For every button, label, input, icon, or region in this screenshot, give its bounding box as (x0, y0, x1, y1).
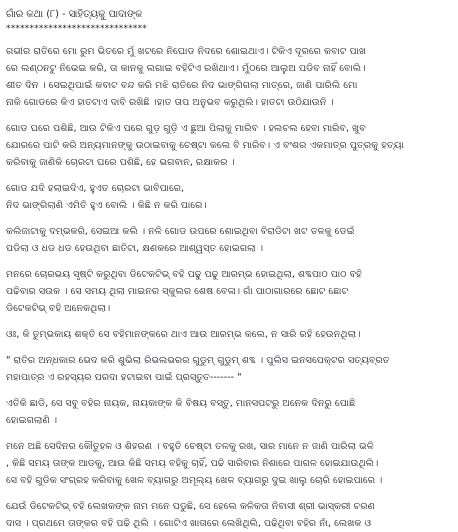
paragraph-10 (6, 498, 452, 532)
text-line: ମନରେ ଚୋରଭୟ ସୃଷ୍ଟି କରୁଥିବା ଡିଟେକଟିଭ୍ ବହି ପଢୁ ପଢୁ ଆରମ୍ଭ ହୋଇଥିଲା, ଶବ୍ଦପାଠ ପାଠ ବହି (6, 269, 362, 280)
paragraph-3 (6, 180, 452, 214)
text-line: ନିଦ ଭାଙ୍ଗିଲାଣି ଏମିତି ହୁଏ ବୋଲି । କିଛି ନ କରି ପାରେ। (6, 200, 207, 211)
paragraph-7-quote (6, 352, 452, 386)
text-line: ଡିଟେକଟିଭ୍ ବହି ଅନେକଥିଲା। (6, 303, 111, 314)
paragraph-8 (6, 395, 452, 429)
text-line: ଯେଉଁ ଡିଟେକଟିଭ୍ ବହି ଲେଖକଙ୍କ ନାମ ମନେ ପଡୁଛି, ସେ ହେଲେ କଳିକତା ନିବାସୀ ଶ୍ରୀ ଭାସ୍କରୀ ଚରଣ (6, 501, 375, 512)
paragraph-9 (6, 438, 452, 489)
text-line: କରିବାକୁ ଜାଣିକି ଚୋରଟା ଘରେ ପଶିଛି, ହେ ଭଗବାନ, ରକ୍ଷାକର । (6, 157, 235, 168)
post-title: ଗାଁର କଥା (୮) - ସାହିତ୍ୟକୁ ପାଦାଙ୍କ (6, 9, 143, 20)
text-line: ରେ ଲଣ୍ଠନଟୁ ନିଭେଇ କରି, ତା କାନକୁ ଲଗାଇ ବହିଟିଏ ରଖିଥାଏ। ମୁଁଠରେ ଆଲୁଅ ପଡିବ ନାହିଁ ବୋଲି। (6, 63, 366, 74)
text-line: ନାକି ଗୋଡରେ କିଏ ହାତଟାଏ ଦାବି ରଖିଛି ।ହାତ ତାପ ଅନୁଭବ କରୁଥିଲି। ହାତଟା ଉଠିଯାଉନି । (6, 97, 334, 108)
text-line: ଶୀତ ଦିନ । ସେଇଥିପାଇଁ କବାଟ ବନ୍ଦ କରି ମଝି ରାତିରେ ନିଦ ଭାଙ୍ଗିଗଲା ମାତ୍ରେ, ଜାଣି ପାରିଲି ମୋ (6, 80, 358, 91)
text-line: ଯୋରରେ ପାଟି କରି ଅନ୍ୟମାନଙ୍କୁ ଉଠାଇବାକୁ ଚେଷ୍ଟା କଲେ ବି ମାରିବ। ଏ ବଂଶର ଏକମାତ୍ର ପୁତ୍ରକୁ ହତ୍ୟା (6, 140, 404, 151)
text-line: " ରାତିର ଅନ୍ଧକାର ଭେଦ କରି ଶୁଭିଲା ରିଭଲଭରର ଗୁଡୁମ୍ ଗୁଡୁମ୍ ଶବ୍ଦ । ପୁଲିସ ଇନସପେକ୍ଟର ସତ୍ୟବ୍ରତ (6, 355, 390, 366)
paragraph-6 (6, 326, 452, 343)
post-body (6, 0, 452, 529)
text-line: କଲିଜାଟାକୁ ଦମ୍ଭକରି, ସେଇଆ କଲି । ନଳି ଗୋଡ ଉପରେ ଶୋଇଥିବା ବିରାଡିଟା ଖଟ ତଳକୁ ଡେଇଁ (6, 226, 355, 237)
title-separator: ****************************** (6, 24, 147, 34)
paragraph-1 (6, 43, 452, 111)
text-line: ମହାପାତ୍ର ଏ ରହସ୍ୟର ପରଦା ହଟାଇବା ପାଇଁ ପ୍ରସ୍ତୁତ------- " (6, 372, 242, 383)
text-line: ହୋଇଗଲାଣି । (6, 415, 58, 426)
text-line: ଓଃ, କି ତୁମ୍ଭକାୟ ଶକ୍ତି ସେ ବହିମାନଙ୍କରେ ଥାଏ ଆଉ ଆରମ୍ଭ କଲେ, ନ ସାରି ରହି ହେଉନଥିଲା। (6, 329, 361, 340)
paragraph-4 (6, 223, 452, 257)
text-line: ଏତିକି ଛାଡି, ସେ ସବୁ ବହିର ନାୟକ, ନାୟକାଙ୍କ କି ବିଷୟ ବସ୍ତୁ, ମାନସପଟରୁ ଅନେକ ଦିନରୁ ପୋଛି (6, 398, 356, 409)
text-line: ପଡିଲା ଓ ଧଡ ଧଡ ହେଉଥିବା ଛାତିଟା, କ୍ଷଣକରେ ଆଶ୍ୱସ୍ତ ହୋଇଗଲା । (6, 243, 264, 254)
text-line: ସେ ବହି ଗୁଡିକ ସଂଗ୍ରହ କରିବାକୁ ଖେଳ ବ୍ୟାଗରୁ ଅମୂଲ୍ୟ ଖେଳ ବ୍ୟାଗରୁ ଦୁଇ ଖାଲୁ ଚୋରି ହୋଇପାରେ । (6, 475, 383, 486)
text-line: , କିଛି ସମୟ ତାଙ୍କ ଆଡକୁ, ଆଉ କିଛି ସମୟ ବହିକୁ ଚାହିଁ, ପଢି ସାରିବାର ନିଶାରେ ପାଗଳ ହୋଇଯାଉଥିଲି। (6, 458, 379, 469)
text-line: ଦାସ । ପ୍ରଥମେ ତାଙ୍କର ବହି ପଢି ଥିଲି । ଗୋଟିଏ ଖାତାରେ ଲେଖିଥିଲି, ପଢିଥିବା ବହିର ନାଁ, ଲେଖକ ଓ (6, 518, 372, 529)
text-line: ଗଭୀର ରାତିରେ ମୋ ରୁମ ଭିତରେ ମୁଁ ଖଟରେ ନିଘୋଡ ନିଦରେ ଶୋଇଥାଏ। ଟିକିଏ ଦୂରରେ କବାଟ ପାଖ (6, 46, 367, 57)
paragraph-5 (6, 266, 452, 317)
text-line: ପଢିବାର ସଉକ । ସେ ସମୟ ଥିଲା ମାଇନର ସ୍କୁଲର ଶେଷ ବେଳା। ଗାଁ ପାଠାଗାରରେ ଛୋଟ ଛୋଟ (6, 286, 349, 297)
text-line: ଗୋଡ ଘରେ ପଶିଛି, ଆଉ ଟିକିଏ ପରେ ଗୁଡ଼ ଗୁଡ଼ି ଏ ଛୁଆ ପିଲାକୁ ମାରିବ । ହଲଚଲ ହେବା ମାରିବ, ଖୁବ (6, 123, 366, 134)
text-line: ଗୋଡ ଯଦି ହଲାଇଦିଏ, ହୁଏତ ଚୋରଟା ଭାବିପାରେ, (6, 183, 185, 194)
paragraph-2 (6, 120, 452, 171)
text-line: ମନେ ଅଛି ସେଦିନର କୌତୁହଳ ଓ ଶିହରଣ । ବହୁତି ଚେଷ୍ଟା ତଳକୁ ରଖ, ସାର ମାନେ ନ ଜାଣି ପାରିଲା ଭଳି (6, 441, 374, 452)
